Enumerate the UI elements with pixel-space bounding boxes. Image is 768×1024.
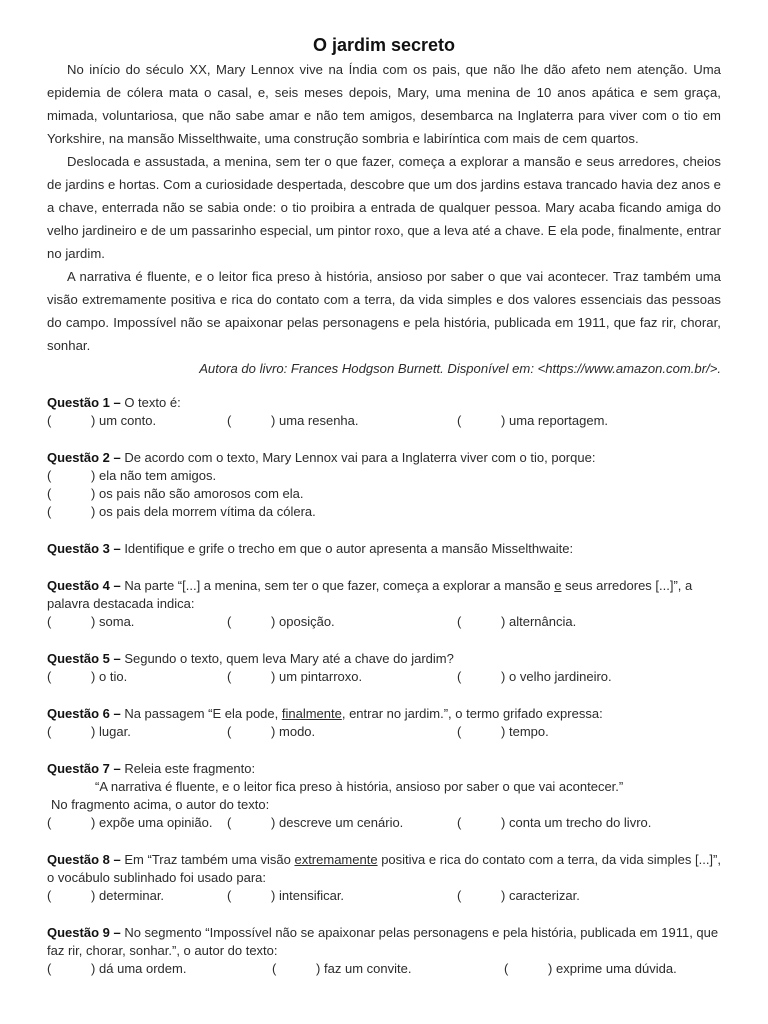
question-9-options bbox=[47, 960, 721, 978]
answer-blank[interactable]: ( ) bbox=[457, 815, 506, 830]
option-text: determinar. bbox=[99, 888, 165, 903]
question-9-text: No segmento “Impossível não se apaixonar pelas personagens e pela história, publicada em 1911, que faz rir, chorar, sonhar.”, o autor do texto: bbox=[47, 925, 719, 958]
option-text: modo. bbox=[279, 724, 316, 739]
question-7-quote: “A narrativa é fluente, e o leitor fica preso à história, ansioso por saber o que vai acontecer.” bbox=[95, 779, 624, 794]
answer-blank[interactable]: ( ) bbox=[227, 724, 276, 739]
text-paragraph-1: No início do século XX, Mary Lennox vive na Índia com os pais, que não lhe dão afeto nem atenção. Uma epidemia de cólera mata o casal, e, seis meses depois, Mary, uma menina de 10 anos apática e sem graça, mimada, voluntariosa, que não sabe amar e não tem amigos, desembarca na Inglaterra para viver com o tio em Yorkshire, na mansão Misselthwaite, uma construção sombria e labiríntica com mais de cem quartos. bbox=[47, 62, 721, 146]
question-9-label: Questão 9 – bbox=[47, 925, 121, 940]
question-8-text-after: positiva e rica do contato com a terra, da vida simples [...]”, o vocábulo sublinhado foi usado para: bbox=[47, 852, 721, 885]
question-2-options bbox=[47, 467, 721, 521]
question-8-option-a[interactable] bbox=[47, 887, 227, 905]
question-3 bbox=[47, 540, 721, 558]
question-1-option-c[interactable] bbox=[457, 412, 608, 430]
question-7-text: Releia este fragmento: bbox=[120, 761, 256, 776]
option-text: intensificar. bbox=[279, 888, 345, 903]
option-text: um pintarroxo. bbox=[279, 669, 363, 684]
option-text: lugar. bbox=[99, 724, 131, 739]
question-5-prompt bbox=[47, 650, 721, 668]
question-6-prompt bbox=[47, 705, 721, 723]
question-2-option-c[interactable] bbox=[47, 503, 721, 521]
option-text: o tio. bbox=[99, 669, 128, 684]
question-7-label: Questão 7 – bbox=[47, 761, 121, 776]
question-4-prompt bbox=[47, 577, 721, 613]
answer-blank[interactable]: ( ) bbox=[457, 669, 506, 684]
answer-blank[interactable]: ( ) bbox=[227, 888, 276, 903]
question-3-prompt bbox=[47, 540, 721, 558]
question-4-label: Questão 4 – bbox=[47, 578, 121, 593]
answer-blank[interactable]: ( ) bbox=[227, 413, 276, 428]
answer-blank[interactable]: ( ) bbox=[47, 888, 96, 903]
answer-blank[interactable]: ( ) bbox=[457, 614, 506, 629]
question-2-prompt bbox=[47, 449, 721, 467]
option-text: soma. bbox=[99, 614, 135, 629]
document-title: O jardim secreto bbox=[312, 35, 456, 55]
answer-blank[interactable]: ( ) bbox=[47, 504, 96, 519]
question-9-prompt bbox=[47, 924, 721, 960]
question-8-highlighted-word: extremamente bbox=[294, 852, 378, 867]
question-6-option-a[interactable] bbox=[47, 723, 227, 741]
option-text: os pais não são amorosos com ela. bbox=[99, 486, 304, 501]
question-7-option-a[interactable] bbox=[47, 814, 227, 832]
answer-blank[interactable]: ( ) bbox=[457, 413, 506, 428]
question-6-highlighted-word: finalmente bbox=[281, 706, 342, 721]
question-3-label: Questão 3 – bbox=[47, 541, 121, 556]
question-8-option-b[interactable] bbox=[227, 887, 457, 905]
option-text: caracterizar. bbox=[509, 888, 580, 903]
question-7-option-c[interactable] bbox=[457, 814, 651, 832]
question-6-option-c[interactable] bbox=[457, 723, 549, 741]
answer-blank[interactable]: ( ) bbox=[47, 669, 96, 684]
question-5-label: Questão 5 – bbox=[47, 651, 121, 666]
question-4-text-before: Na parte “[...] a menina, sem ter o que fazer, começa a explorar a mansão bbox=[120, 578, 555, 593]
question-4-option-c[interactable] bbox=[457, 613, 576, 631]
question-5-option-b[interactable] bbox=[227, 668, 457, 686]
text-paragraph-2: Deslocada e assustada, a menina, sem ter o que fazer, começa a explorar a mansão e seus arredores, cheios de jardins e hortas. Com a curiosidade despertada, descobre que um dos jardins estava trancado havia dez anos e a chave, enterrada não se sabia onde: o tio proibira a entrada de qualquer pessoa. Mary acaba ficando amiga do velho jardineiro e de um passarinho especial, um pintor roxo, que a leva até a chave. E ela pode, finalmente, entrar no jardim. bbox=[47, 154, 721, 261]
answer-blank[interactable]: ( ) bbox=[227, 614, 276, 629]
answer-blank[interactable]: ( ) bbox=[457, 888, 506, 903]
option-text: expõe uma opinião. bbox=[99, 815, 213, 830]
answer-blank[interactable]: ( ) bbox=[47, 724, 96, 739]
question-2-option-b[interactable] bbox=[47, 485, 721, 503]
question-6 bbox=[47, 705, 721, 741]
question-7 bbox=[47, 760, 721, 832]
question-6-text-before: Na passagem “E ela pode, bbox=[120, 706, 282, 721]
answer-blank[interactable]: ( ) bbox=[47, 468, 96, 483]
answer-blank[interactable]: ( ) bbox=[47, 413, 96, 428]
question-8-prompt bbox=[47, 851, 721, 887]
question-8-options bbox=[47, 887, 721, 905]
source-citation: Autora do livro: Frances Hodgson Burnett. Disponível em: <https://www.amazon.com.br/>. bbox=[199, 361, 721, 376]
question-7-prompt bbox=[47, 760, 721, 778]
question-8-label: Questão 8 – bbox=[47, 852, 121, 867]
option-text: conta um trecho do livro. bbox=[509, 815, 652, 830]
question-1-label: Questão 1 – bbox=[47, 395, 121, 410]
question-4 bbox=[47, 577, 721, 631]
answer-blank[interactable]: ( ) bbox=[227, 815, 276, 830]
question-4-option-a[interactable] bbox=[47, 613, 227, 631]
question-9-option-b[interactable] bbox=[272, 960, 504, 978]
question-1-option-b[interactable] bbox=[227, 412, 457, 430]
option-text: oposição. bbox=[279, 614, 335, 629]
question-6-label: Questão 6 – bbox=[47, 706, 121, 721]
question-9-option-a[interactable] bbox=[47, 960, 272, 978]
option-text: tempo. bbox=[509, 724, 549, 739]
text-paragraph-3: A narrativa é fluente, e o leitor fica preso à história, ansioso por saber o que vai acontecer. Traz também uma visão extremamente positiva e rica do contato com a terra, da vida simples e dos valores essenciais das pessoas do campo. Impossível não se apaixonar pelas personagens e pela história, publicada em 1911, que faz rir, chorar, sonhar. bbox=[47, 269, 721, 353]
option-text: exprime uma dúvida. bbox=[556, 961, 677, 976]
question-4-highlighted-word: e bbox=[554, 578, 562, 593]
option-text: dá uma ordem. bbox=[99, 961, 187, 976]
option-text: um conto. bbox=[99, 413, 157, 428]
question-8 bbox=[47, 851, 721, 905]
answer-blank[interactable]: ( ) bbox=[47, 614, 96, 629]
question-4-options bbox=[47, 613, 721, 631]
question-2-label: Questão 2 – bbox=[47, 450, 121, 465]
question-6-options bbox=[47, 723, 721, 741]
question-3-text: Identifique e grife o trecho em que o autor apresenta a mansão Misselthwaite: bbox=[120, 541, 574, 556]
option-text: o velho jardineiro. bbox=[509, 669, 612, 684]
question-6-text-after: , entrar no jardim.”, o termo grifado expressa: bbox=[341, 706, 603, 721]
option-text: uma resenha. bbox=[279, 413, 359, 428]
option-text: os pais dela morrem vítima da cólera. bbox=[99, 504, 316, 519]
question-2-text: De acordo com o texto, Mary Lennox vai para a Inglaterra viver com o tio, porque: bbox=[120, 450, 596, 465]
option-text: ela não tem amigos. bbox=[99, 468, 217, 483]
question-7-subprompt: No fragmento acima, o autor do texto: bbox=[51, 797, 270, 812]
option-text: alternância. bbox=[509, 614, 577, 629]
option-text: descreve um cenário. bbox=[279, 815, 404, 830]
answer-blank[interactable]: ( ) bbox=[272, 961, 321, 976]
answer-blank[interactable]: ( ) bbox=[47, 486, 96, 501]
answer-blank[interactable]: ( ) bbox=[47, 815, 96, 830]
question-2-option-a[interactable] bbox=[47, 467, 721, 485]
option-text: faz um convite. bbox=[324, 961, 412, 976]
question-1-text: O texto é: bbox=[120, 395, 181, 410]
question-5-option-c[interactable] bbox=[457, 668, 612, 686]
question-2 bbox=[47, 449, 721, 521]
question-1-prompt bbox=[47, 394, 721, 412]
option-text: uma reportagem. bbox=[509, 413, 609, 428]
answer-blank[interactable]: ( ) bbox=[504, 961, 553, 976]
question-1-option-a[interactable] bbox=[47, 412, 227, 430]
question-4-text-after: seus arredores [...]”, a palavra destacada indica: bbox=[47, 578, 693, 611]
question-9 bbox=[47, 924, 721, 978]
question-6-option-b[interactable] bbox=[227, 723, 457, 741]
answer-blank[interactable]: ( ) bbox=[227, 669, 276, 684]
question-8-option-c[interactable] bbox=[457, 887, 580, 905]
question-7-option-b[interactable] bbox=[227, 814, 457, 832]
question-5-options bbox=[47, 668, 721, 686]
question-4-option-b[interactable] bbox=[227, 613, 457, 631]
question-5 bbox=[47, 650, 721, 686]
question-8-text-before: Em “Traz também uma visão bbox=[120, 852, 295, 867]
question-1-options bbox=[47, 412, 721, 430]
question-1 bbox=[47, 394, 721, 430]
question-9-option-c[interactable] bbox=[504, 960, 677, 978]
question-5-option-a[interactable] bbox=[47, 668, 227, 686]
answer-blank[interactable]: ( ) bbox=[457, 724, 506, 739]
answer-blank[interactable]: ( ) bbox=[47, 961, 96, 976]
question-5-text: Segundo o texto, quem leva Mary até a chave do jardim? bbox=[120, 651, 454, 666]
question-7-options bbox=[47, 814, 721, 832]
